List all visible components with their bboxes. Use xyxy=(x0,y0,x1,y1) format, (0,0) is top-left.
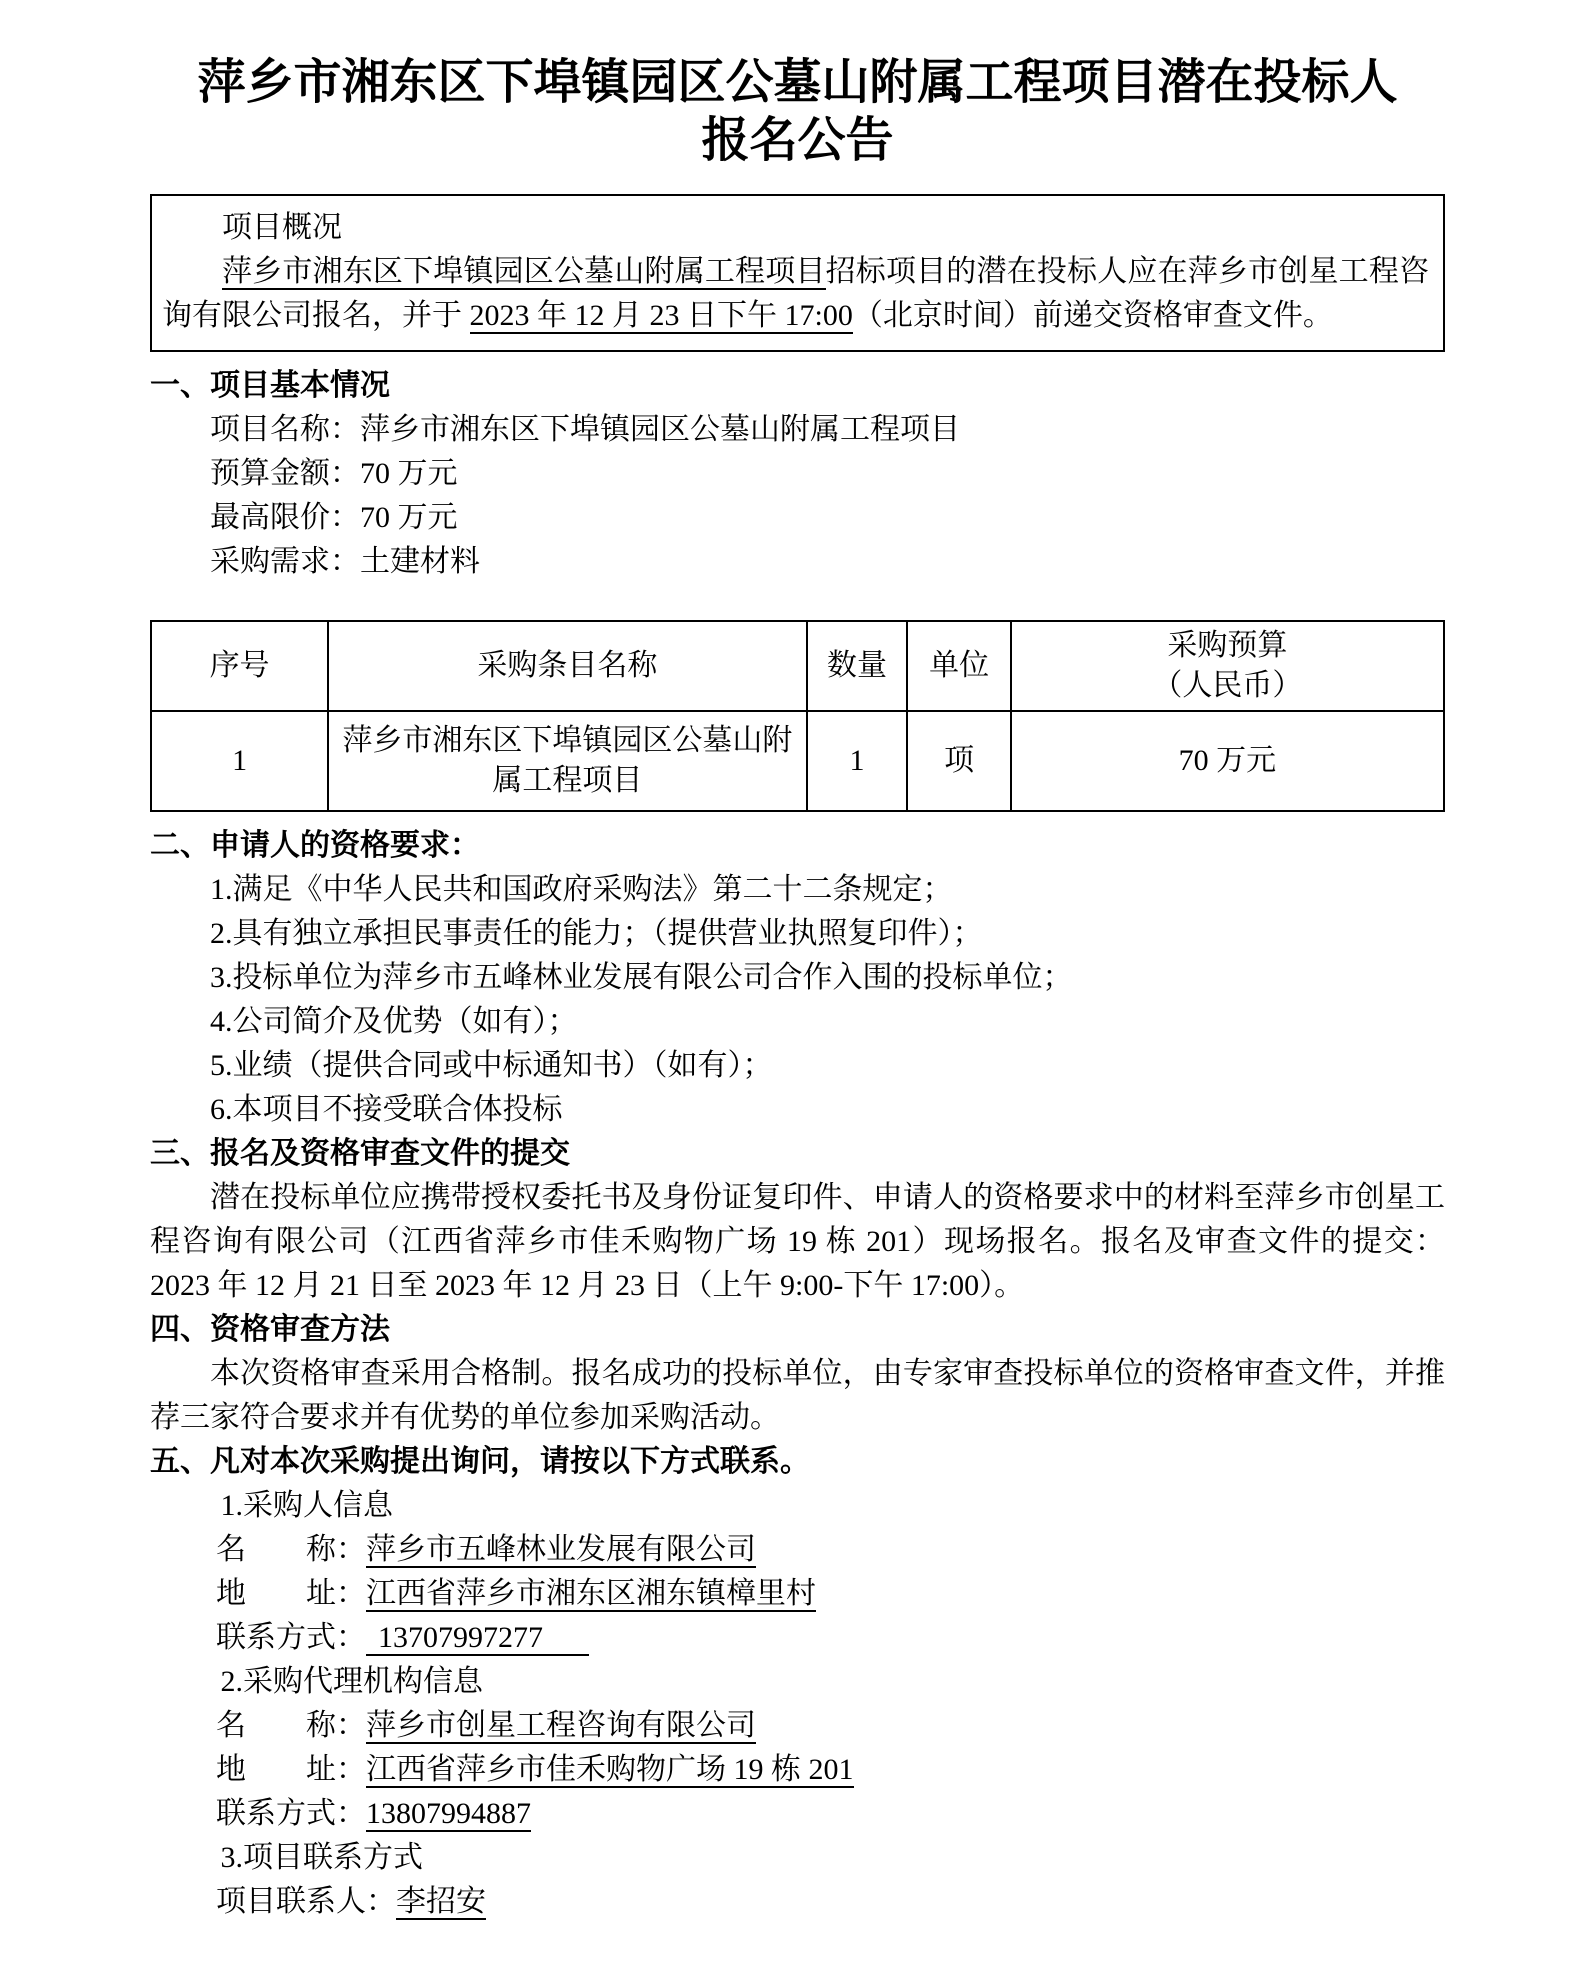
purchaser-phone-value: 13707997277 xyxy=(366,1621,589,1656)
section2-item-2: 2.具有独立承担民事责任的能力；（提供营业执照复印件）； xyxy=(210,917,983,950)
table-header-no: 序号 xyxy=(151,621,328,711)
table-header-row xyxy=(151,621,1444,711)
purchaser-address-line xyxy=(216,1572,1445,1616)
section3-paragraph: 潜在投标单位应携带授权委托书及身份证复印件、申请人的资格要求中的材料至萍乡市创星工程咨询有限公司（江西省萍乡市佳禾购物广场 19 栋 201）现场报名。报名及审查文件的提交：2023 年 12 月 21 日至 2023 年 12 月 23 日（上午 9:00-下午 17:00）。 xyxy=(150,1181,1445,1302)
agency-info-title: 2.采购代理机构信息 xyxy=(220,1665,483,1698)
section4-heading: 四、资格审查方法 xyxy=(150,1313,390,1346)
agency-name-label: 名 称： xyxy=(216,1709,366,1742)
project-contact-label: 项目联系人： xyxy=(216,1885,396,1918)
purchaser-phone-line xyxy=(216,1616,1445,1660)
procurement-table xyxy=(150,620,1445,812)
purchaser-name-line xyxy=(216,1528,1445,1572)
section1-item-project-name: 项目名称：萍乡市湘东区下埠镇园区公墓山附属工程项目 xyxy=(210,413,960,446)
table-header-qty: 数量 xyxy=(807,621,908,711)
agency-phone-line xyxy=(216,1792,1445,1836)
purchaser-name-label: 名 称： xyxy=(216,1533,366,1566)
title-line-1: 萍乡市湘东区下埠镇园区公墓山附属工程项目潜在投标人 xyxy=(197,56,1398,109)
table-cell-name: 萍乡市湘东区下埠镇园区公墓山附属工程项目 xyxy=(328,711,806,811)
project-contact-name: 李招安 xyxy=(396,1885,486,1918)
section5-heading: 五、凡对本次采购提出询问，请按以下方式联系。 xyxy=(150,1445,810,1478)
section2-item-6: 6.本项目不接受联合体投标 xyxy=(210,1093,563,1126)
purchaser-info-title: 1.采购人信息 xyxy=(220,1489,393,1522)
overview-text-1: 招标项目的潜在投标人应在萍乡市创星工程咨询有限公司报名，并于 xyxy=(162,255,1430,332)
table-header-name: 采购条目名称 xyxy=(328,621,806,711)
purchaser-phone-label: 联系方式： xyxy=(216,1621,366,1654)
section2-item-5: 5.业绩（提供合同或中标通知书）（如有）； xyxy=(210,1049,773,1082)
table-cell-unit: 项 xyxy=(907,711,1010,811)
purchaser-address-label: 地 址： xyxy=(216,1577,366,1610)
section2-item-4: 4.公司简介及优势（如有）； xyxy=(210,1005,578,1038)
section2-heading: 二、申请人的资格要求： xyxy=(150,829,480,862)
table-header-budget-line1: 采购预算 xyxy=(1167,629,1288,662)
project-contact-title: 3.项目联系方式 xyxy=(220,1841,423,1874)
table-header-unit: 单位 xyxy=(907,621,1010,711)
project-overview-box xyxy=(150,194,1445,352)
section1-item-price-limit: 最高限价：70 万元 xyxy=(210,501,458,534)
section1-item-budget: 预算金额：70 万元 xyxy=(210,457,458,490)
agency-phone-label: 联系方式： xyxy=(216,1797,366,1830)
overview-deadline: 2023 年 12 月 23 日下午 17:00 xyxy=(469,299,853,332)
table-row xyxy=(151,711,1444,811)
page-title xyxy=(150,54,1445,170)
overview-project-name: 萍乡市湘东区下埠镇园区公墓山附属工程项目 xyxy=(222,255,826,288)
section2-item-1: 1.满足《中华人民共和国政府采购法》第二十二条规定； xyxy=(210,873,953,906)
agency-phone-value: 13807994887 xyxy=(366,1797,531,1830)
table-cell-qty: 1 xyxy=(807,711,908,811)
agency-address-label: 地 址： xyxy=(216,1753,366,1786)
agency-name-value: 萍乡市创星工程咨询有限公司 xyxy=(366,1709,756,1742)
purchaser-name-value: 萍乡市五峰林业发展有限公司 xyxy=(366,1533,756,1566)
overview-text-2: （北京时间）前递交资格审查文件。 xyxy=(852,299,1333,332)
section2-item-3: 3.投标单位为萍乡市五峰林业发展有限公司合作入围的投标单位； xyxy=(210,961,1073,994)
table-cell-no: 1 xyxy=(151,711,328,811)
table-cell-budget: 70 万元 xyxy=(1011,711,1444,811)
table-header-budget xyxy=(1011,621,1444,711)
project-contact-line xyxy=(216,1880,1445,1924)
agency-address-value: 江西省萍乡市佳禾购物广场 19 栋 201 xyxy=(366,1753,854,1786)
overview-paragraph xyxy=(162,250,1429,338)
section4-paragraph: 本次资格审查采用合格制。报名成功的投标单位，由专家审查投标单位的资格审查文件，并推荐三家符合要求并有优势的单位参加采购活动。 xyxy=(150,1357,1445,1434)
section1-item-demand: 采购需求：土建材料 xyxy=(210,545,480,578)
purchaser-address-value: 江西省萍乡市湘东区湘东镇樟里村 xyxy=(366,1577,816,1610)
section3-heading: 三、报名及资格审查文件的提交 xyxy=(150,1137,570,1170)
title-line-2: 报名公告 xyxy=(701,114,894,167)
agency-name-line xyxy=(216,1704,1445,1748)
overview-heading: 项目概况 xyxy=(222,211,342,244)
table-header-budget-line2: （人民币） xyxy=(1152,669,1303,702)
section1-heading: 一、项目基本情况 xyxy=(150,369,390,402)
agency-address-line xyxy=(216,1748,1445,1792)
